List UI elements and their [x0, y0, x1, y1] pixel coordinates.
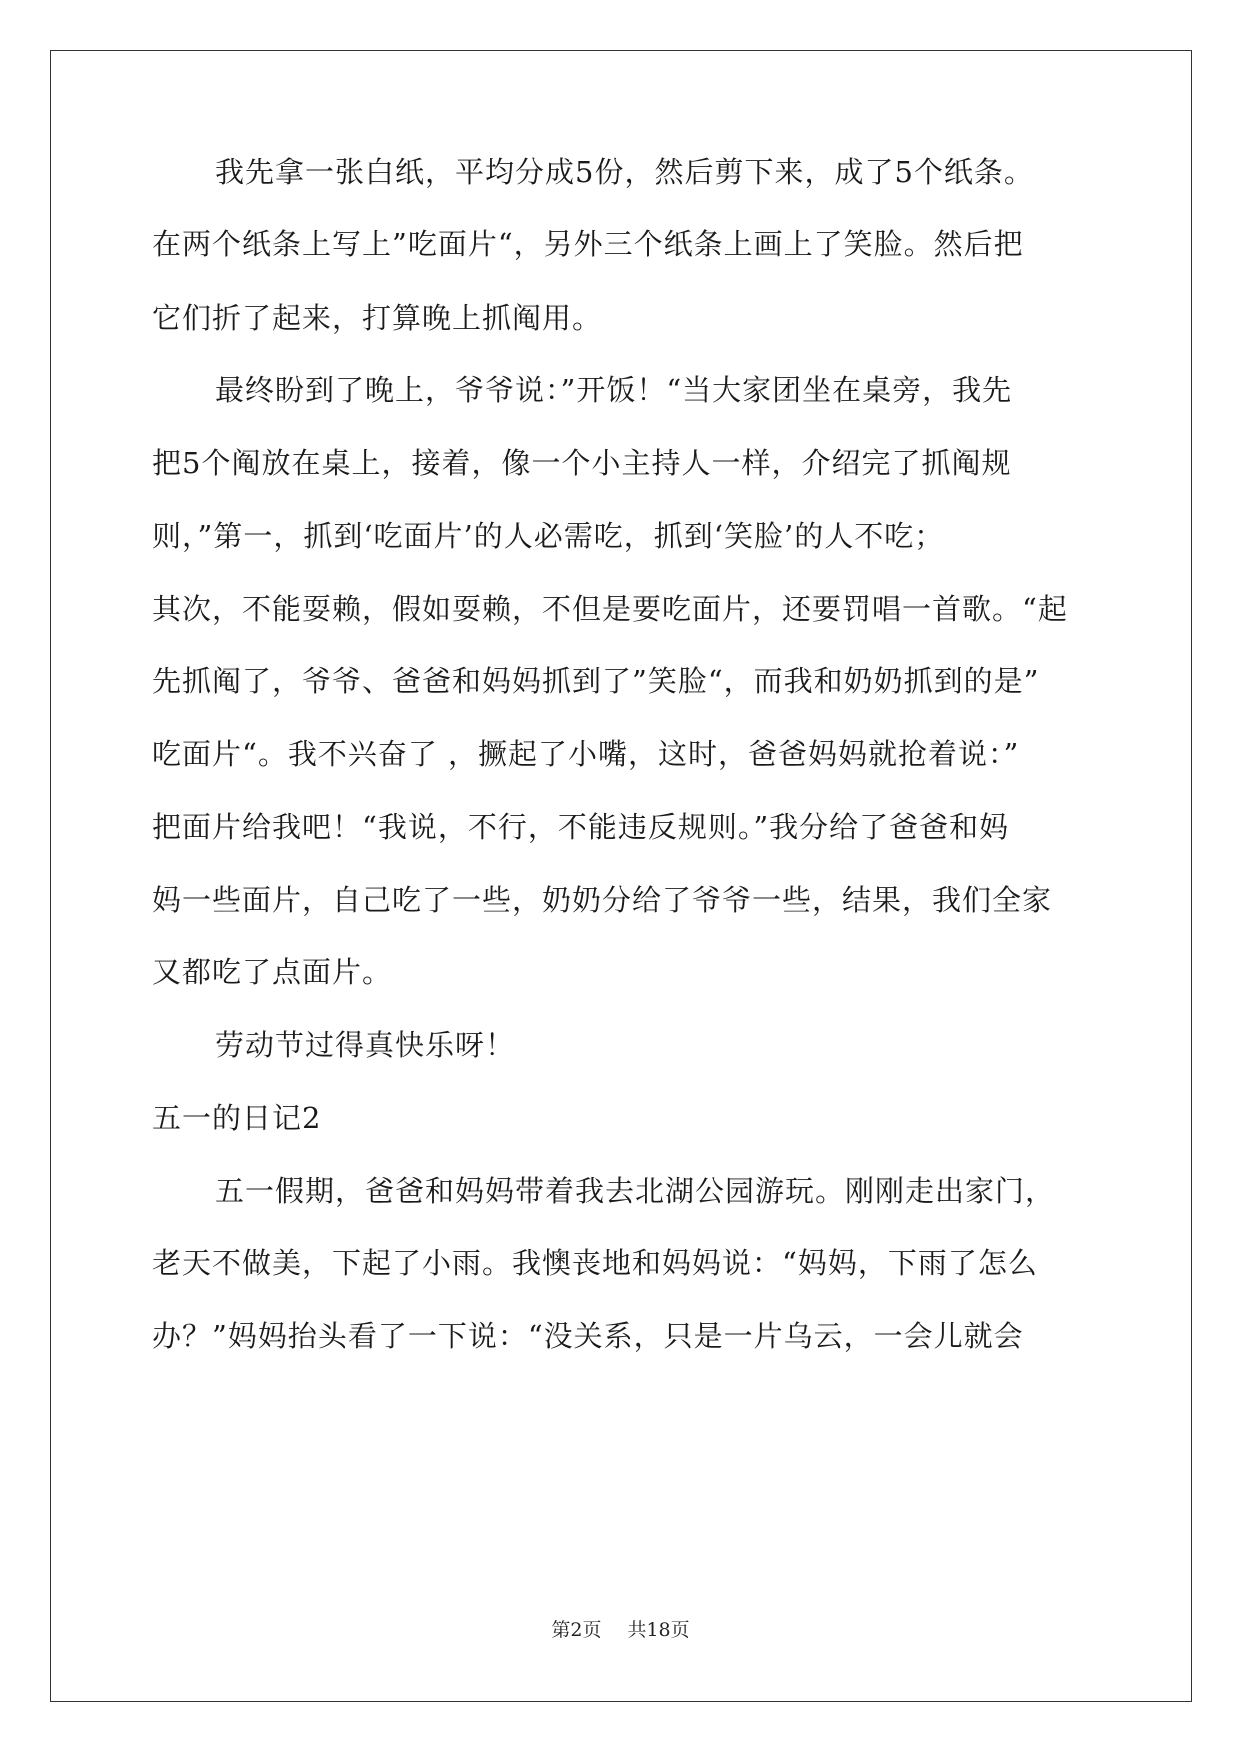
text-line-7: 其次，不能耍赖，假如耍赖，不但是要吃面片，还要罚唱一首歌。“起: [152, 592, 1068, 626]
text-line-13: 劳动节过得真快乐呀！: [215, 1028, 516, 1062]
text-line-15: 五一假期，爸爸和妈妈带着我去北湖公园游玩。刚刚走出家门，: [215, 1174, 1056, 1208]
page-footer: [0, 1618, 1241, 1642]
text-line-1: 我先拿一张白纸，平均分成5份，然后剪下来，成了5个纸条。: [215, 155, 1034, 189]
text-line-11: 妈一些面片，自己吃了一些，奶奶分给了爷爷一些，结果，我们全家: [152, 883, 1053, 917]
text-line-9: 吃面片“。我不兴奋了 ，撅起了小嘴，这时，爸爸妈妈就抢着说：”: [152, 737, 1020, 771]
text-line-12: 又都吃了点面片。: [152, 955, 393, 989]
section-heading: 五一的日记2: [152, 1101, 322, 1135]
text-line-8: 先抓阄了，爷爷、爸爸和妈妈抓到了”笑脸“，而我和奶奶抓到的是”: [152, 664, 1040, 698]
text-line-2: 在两个纸条上写上”吃面片“，另外三个纸条上画上了笑脸。然后把: [152, 227, 1024, 261]
text-line-5: 把5个阄放在桌上，接着，像一个小主持人一样，介绍完了抓阄规: [152, 446, 1012, 480]
text-line-10: 把面片给我吧！“我说，不行，不能违反规则。”我分给了爸爸和妈: [152, 810, 1010, 844]
text-line-6: 则，”第一，抓到‘吃面片’的人必需吃，抓到‘笑脸’的人不吃；: [152, 519, 945, 553]
text-line-16: 老天不做美，下起了小雨。我懊丧地和妈妈说：“妈妈，下雨了怎么: [152, 1246, 1038, 1280]
text-line-4: 最终盼到了晚上，爷爷说：”开饭！“当大家团坐在桌旁，我先: [215, 373, 1013, 407]
page-total: 共18页: [627, 1619, 690, 1641]
text-line-3: 它们折了起来，打算晚上抓阄用。: [152, 301, 603, 335]
page-number: 第2页: [551, 1619, 602, 1641]
text-line-17: 办？”妈妈抬头看了一下说：“没关系，只是一片乌云，一会儿就会: [152, 1319, 1024, 1353]
